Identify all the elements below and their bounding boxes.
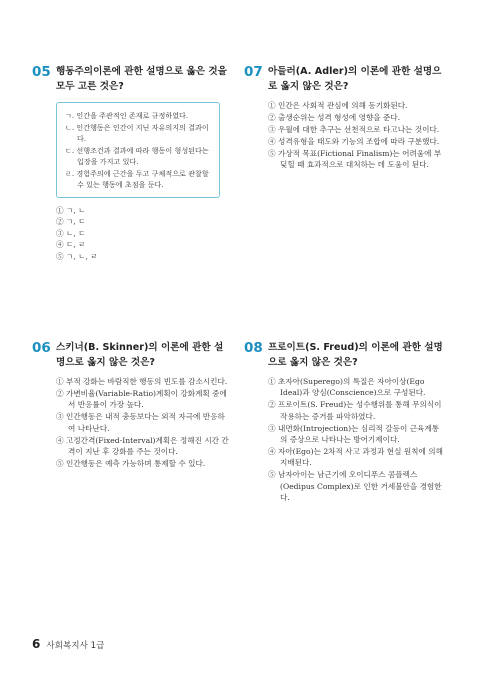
answer-option[interactable]: ④ 성격유형을 태도와 기능의 조합에 따라 구분했다. <box>268 136 440 146</box>
answer-options <box>56 376 232 469</box>
question-08 <box>244 340 444 504</box>
answer-option[interactable]: ① 인간은 사회적 관심에 의해 동기화된다. <box>268 101 408 110</box>
answer-option[interactable]: ⑤ 남자아이는 남근기에 오이디푸스 콤플렉스(Oedipus Complex)로 인한 거세불안을 경험한다. <box>268 470 442 503</box>
answer-option[interactable]: ④ 고정간격(Fixed-Interval)계획은 정해진 시간 간격이 지난 후 강화를 주는 것이다. <box>56 435 229 456</box>
answer-options <box>56 205 232 262</box>
answer-option[interactable]: ① ㄱ, ㄴ <box>56 206 86 215</box>
question-number: 06 <box>32 340 51 356</box>
question-number: 07 <box>244 64 263 80</box>
statement-item: ㄴ. 인간행동은 인간이 지닌 자유의지의 결과이다. <box>65 123 209 143</box>
question-stem: 아들러(A. Adler)의 이론에 관한 설명으로 옳지 않은 것은? <box>268 66 442 92</box>
answer-option[interactable]: ④ 자아(Ego)는 2차적 사고 과정과 현실 원칙에 의해 지배된다. <box>268 446 443 468</box>
answer-option[interactable]: ① 부적 강화는 바람직한 행동의 빈도를 감소시킨다. <box>56 377 228 386</box>
answer-option[interactable]: ⑤ ㄱ, ㄴ, ㄹ <box>56 251 98 261</box>
answer-option[interactable]: ② 가변비율(Variable-Ratio)계획이 강화계획 중에서 반응률이 가장 높다. <box>56 388 227 410</box>
answer-options <box>268 100 444 170</box>
page-footer <box>32 637 104 651</box>
question-number: 08 <box>244 340 263 356</box>
question-07 <box>244 64 444 171</box>
answer-option[interactable]: ③ 우월에 대한 추구는 선천적으로 타고나는 것이다. <box>268 124 440 134</box>
answer-option[interactable]: ⑤ 인간행동은 예측 가능하며 통제할 수 있다. <box>56 458 206 468</box>
answer-options <box>268 376 444 503</box>
answer-option[interactable]: ③ 내면화(Introjection)는 심리적 갈등이 근육계통의 증상으로 나타나는 방어기제이다. <box>268 423 440 445</box>
answer-option[interactable]: ② 프로이트(S. Freud)는 성수행위를 통해 무의식이 작용하는 증거를 파악하였다. <box>268 400 442 421</box>
statement-item: ㄱ. 인간을 주관적인 존재로 규정하였다. <box>65 111 189 120</box>
question-stem: 프로이트(S. Freud)의 이론에 관한 설명으로 옳지 않은 것은? <box>268 342 443 368</box>
statement-item: ㄹ. 경험주의에 근간을 두고 구체적으로 관찰할 수 있는 행동에 초점을 둔다. <box>65 169 209 189</box>
answer-option[interactable]: ④ ㄷ, ㄹ <box>56 240 86 250</box>
statement-box <box>56 102 220 198</box>
answer-option[interactable]: ② 출생순위는 성격 형성에 영향을 준다. <box>268 112 401 122</box>
question-06 <box>32 340 232 470</box>
answer-option[interactable]: ⑤ 가상적 목표(Fictional Finalism)는 어려움에 부딪힐 때 효과적으로 대처하는 데 도움이 된다. <box>268 148 442 170</box>
question-number: 05 <box>32 64 51 80</box>
book-title: 사회복지사 1급 <box>46 641 105 651</box>
answer-option[interactable]: ③ ㄴ, ㄷ <box>56 228 86 238</box>
statement-item: ㄷ. 선행조건과 결과에 따라 행동이 형성된다는 입장을 가지고 있다. <box>65 146 209 166</box>
question-stem: 행동주의이론에 관한 설명으로 옳은 것을 모두 고른 것은? <box>56 66 227 92</box>
question-05 <box>32 64 232 262</box>
answer-option[interactable]: ① 초자아(Superego)의 특질은 자아이상(Ego Ideal)과 양심(Conscience)으로 구성된다. <box>268 377 426 398</box>
answer-option[interactable]: ② ㄱ, ㄷ <box>56 217 86 227</box>
question-stem: 스키너(B. Skinner)의 이론에 관한 설명으로 옳지 않은 것은? <box>56 342 224 368</box>
answer-option[interactable]: ③ 인간행동은 내적 충동보다는 외적 자극에 반응하여 나타난다. <box>56 412 225 433</box>
page-number: 6 <box>32 637 41 651</box>
